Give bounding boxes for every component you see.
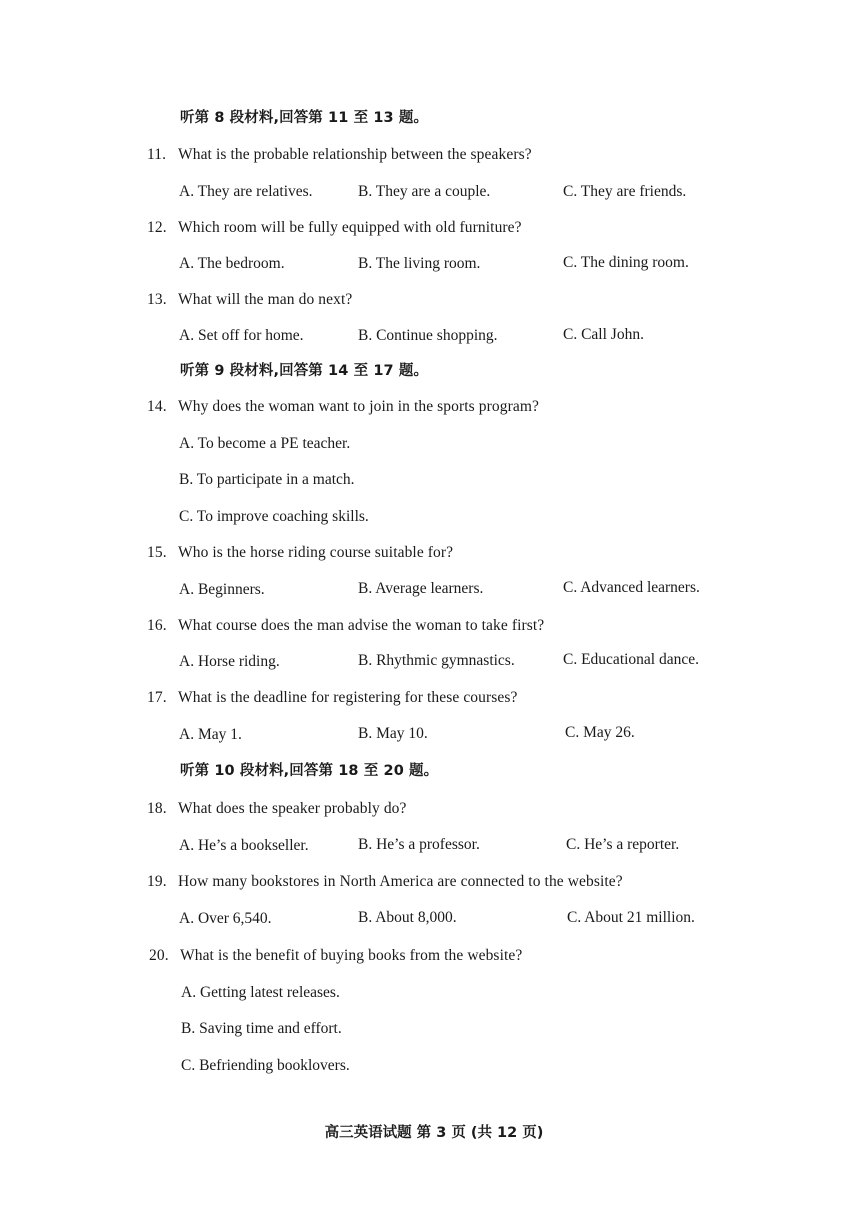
option-c: C. Advanced learners. <box>563 579 700 596</box>
question-text: What is the benefit of buying books from the website? <box>180 947 523 964</box>
option-c: C. May 26. <box>565 724 635 741</box>
option-b: B. The living room. <box>358 255 481 272</box>
option-c: C. Befriending booklovers. <box>181 1057 350 1074</box>
option-b: B. To participate in a match. <box>179 471 355 488</box>
question-number: 14. <box>147 398 167 415</box>
question-number: 11. <box>147 146 167 163</box>
option-c: C. To improve coaching skills. <box>179 508 369 525</box>
question-11 <box>147 145 532 165</box>
option-b: B. They are a couple. <box>358 183 491 200</box>
question-20 <box>149 946 522 966</box>
question-number: 20. <box>149 947 169 964</box>
question-number: 19. <box>147 873 167 890</box>
question-13 <box>147 290 352 310</box>
question-18 <box>147 799 407 819</box>
page-footer: 高三英语试题 第 3 页 (共 12 页) <box>324 1125 544 1141</box>
option-b: B. Rhythmic gymnastics. <box>358 652 515 669</box>
option-a: A. He’s a bookseller. <box>179 837 309 854</box>
option-b: B. Average learners. <box>358 580 484 597</box>
question-12 <box>147 218 522 238</box>
question-14 <box>147 397 539 417</box>
option-b: B. Saving time and effort. <box>181 1020 342 1037</box>
option-a: A. They are relatives. <box>179 183 313 200</box>
question-text: Who is the horse riding course suitable for? <box>178 544 454 561</box>
question-number: 17. <box>147 689 167 706</box>
section-heading: 听第 8 段材料,回答第 11 至 13 题。 <box>180 110 429 126</box>
question-16 <box>147 616 544 636</box>
option-a: A. To become a PE teacher. <box>179 435 351 452</box>
question-text: What is the deadline for registering for these courses? <box>178 689 518 706</box>
option-a: A. May 1. <box>179 726 242 743</box>
option-a: A. Horse riding. <box>179 653 280 670</box>
option-a: A. Getting latest releases. <box>181 984 340 1001</box>
option-a: A. Beginners. <box>179 581 265 598</box>
option-c: C. The dining room. <box>563 254 689 271</box>
option-b: B. About 8,000. <box>358 909 457 926</box>
section-heading: 听第 10 段材料,回答第 18 至 20 题。 <box>180 763 439 779</box>
option-a: A. The bedroom. <box>179 255 285 272</box>
section-heading: 听第 9 段材料,回答第 14 至 17 题。 <box>180 363 429 379</box>
question-text: What course does the man advise the woman to take first? <box>178 617 545 634</box>
question-number: 15. <box>147 544 167 561</box>
question-number: 13. <box>147 291 167 308</box>
question-15 <box>147 543 453 563</box>
option-a: A. Set off for home. <box>179 327 304 344</box>
question-text: What is the probable relationship between the speakers? <box>178 146 532 163</box>
question-19 <box>147 872 623 892</box>
question-text: Why does the woman want to join in the sports program? <box>178 398 539 415</box>
option-c: C. He’s a reporter. <box>566 836 680 853</box>
option-c: C. Educational dance. <box>563 651 700 668</box>
option-c: C. Call John. <box>563 326 644 343</box>
option-c: C. About 21 million. <box>567 909 695 926</box>
question-17 <box>147 688 517 708</box>
option-b: B. May 10. <box>358 725 428 742</box>
option-b: B. Continue shopping. <box>358 327 498 344</box>
question-text: What will the man do next? <box>178 291 353 308</box>
question-text: What does the speaker probably do? <box>178 800 407 817</box>
question-number: 16. <box>147 617 167 634</box>
question-number: 12. <box>147 219 167 236</box>
question-number: 18. <box>147 800 167 817</box>
question-text: How many bookstores in North America are connected to the website? <box>178 873 623 890</box>
option-c: C. They are friends. <box>563 183 687 200</box>
question-text: Which room will be fully equipped with old furniture? <box>178 219 522 236</box>
option-b: B. He’s a professor. <box>358 836 480 853</box>
option-a: A. Over 6,540. <box>179 910 272 927</box>
